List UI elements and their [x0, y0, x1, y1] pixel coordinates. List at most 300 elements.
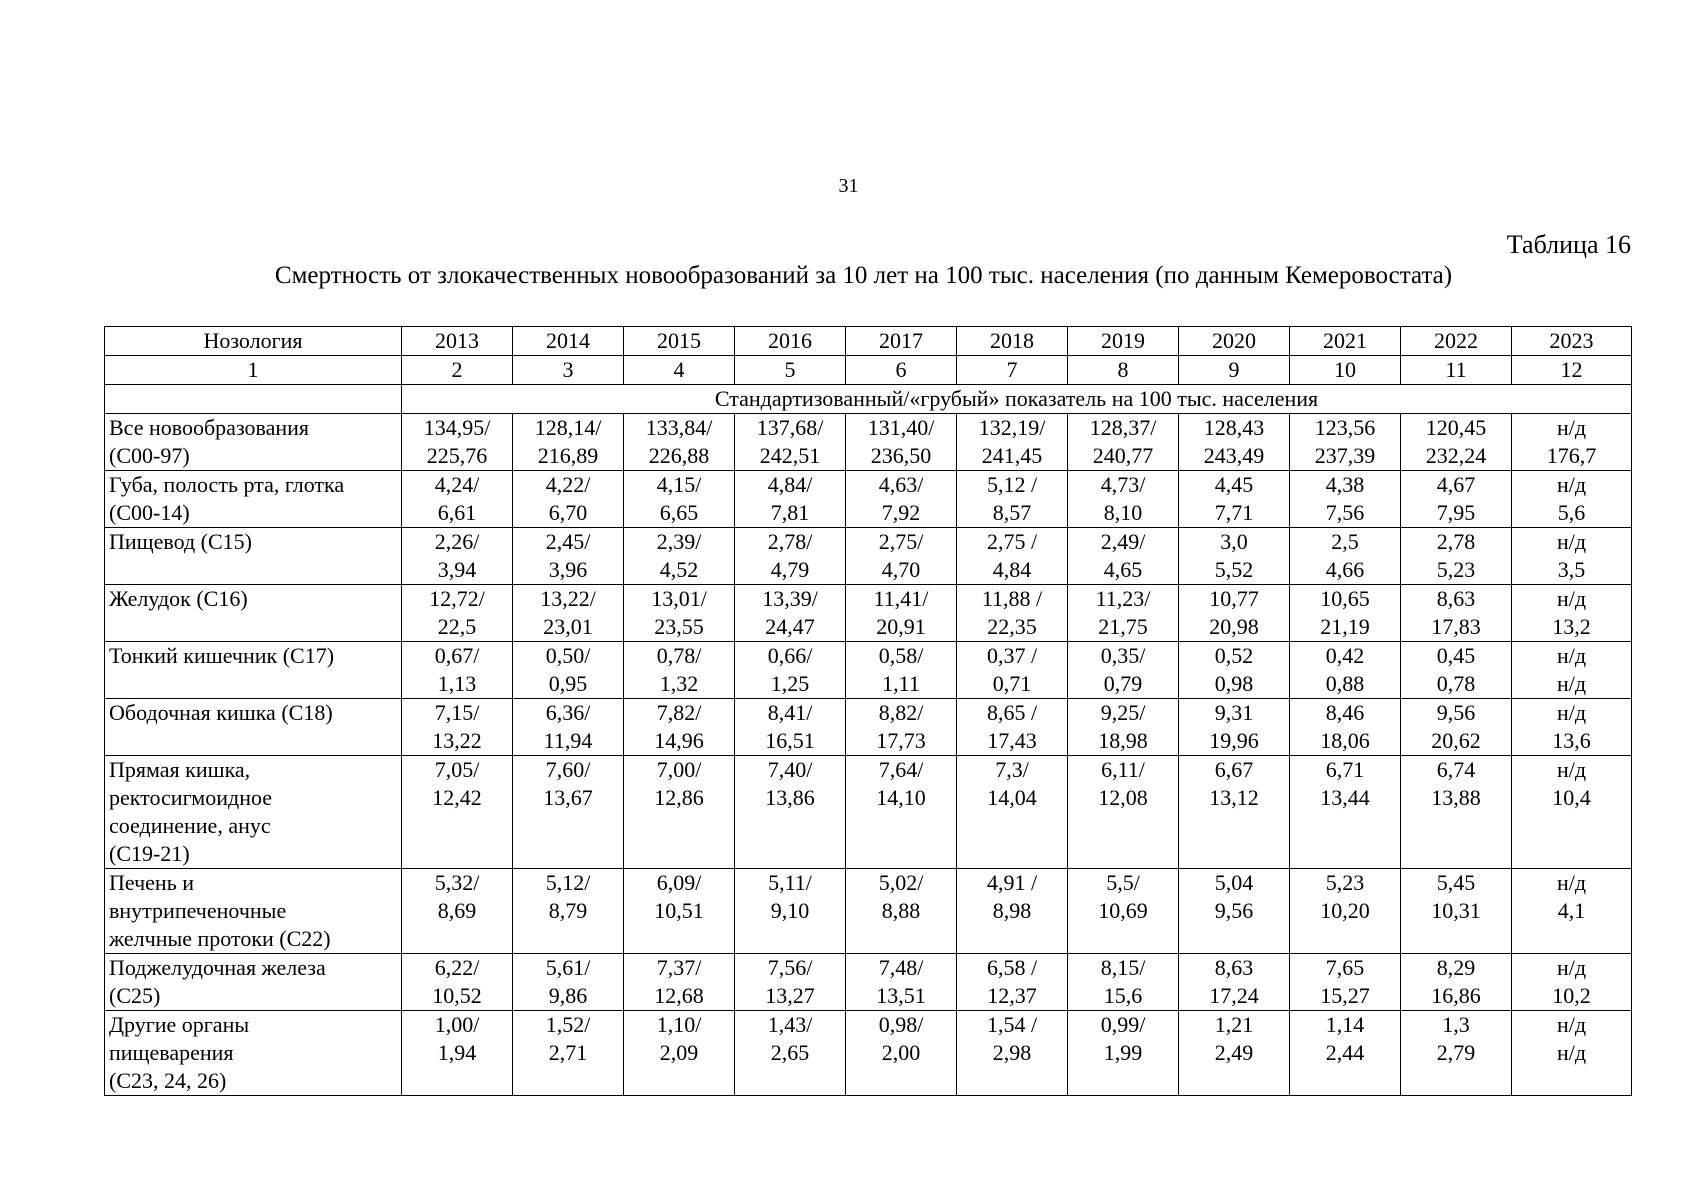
column-number: 6: [846, 356, 957, 385]
crude-value: 4,70: [881, 557, 921, 582]
crude-value: 17,73: [876, 728, 926, 753]
crude-value: 13,86: [765, 785, 815, 810]
crude-value: 10,52: [432, 983, 482, 1008]
value-cell: [1179, 1011, 1290, 1096]
crude-value: 243,49: [1203, 443, 1265, 468]
crude-value: н/д: [1556, 671, 1587, 696]
crude-value: 21,75: [1098, 614, 1148, 639]
standardized-value: н/д: [1556, 415, 1587, 440]
standardized-value: 5,23: [1325, 870, 1365, 895]
standardized-value: 6,71: [1325, 757, 1365, 782]
value-cell: [957, 471, 1068, 528]
standardized-value: 5,32/: [434, 870, 480, 895]
value-cell: [1068, 699, 1179, 756]
nosology-name-line: Тонкий кишечник (С17): [109, 643, 335, 668]
value-cell: [402, 585, 513, 642]
value-cell: [1179, 642, 1290, 699]
value-cell: [513, 642, 624, 699]
standardized-value: 4,84/: [767, 472, 813, 497]
nosology-name-line: Печень и: [109, 870, 195, 895]
crude-value: 16,51: [765, 728, 815, 753]
value-cell: [513, 954, 624, 1011]
standardized-value: 0,67/: [434, 643, 480, 668]
header-year: 2021: [1290, 327, 1401, 356]
standardized-value: 4,91 /: [986, 870, 1038, 895]
standardized-value: 7,05/: [434, 757, 480, 782]
table-row: [105, 699, 1632, 756]
crude-value: 6,70: [548, 500, 588, 525]
standardized-value: 8,63: [1214, 955, 1254, 980]
value-cell: [1068, 869, 1179, 954]
standardized-value: 4,15/: [656, 472, 702, 497]
crude-value: 13,27: [765, 983, 815, 1008]
value-cell: [1068, 528, 1179, 585]
crude-value: 10,69: [1098, 898, 1148, 923]
crude-value: 0,79: [1103, 671, 1143, 696]
value-cell: [1290, 954, 1401, 1011]
table-label: Таблица 16: [1506, 230, 1631, 259]
crude-value: 10,20: [1320, 898, 1370, 923]
crude-value: 20,91: [876, 614, 926, 639]
standardized-value: 7,65: [1325, 955, 1365, 980]
value-cell: [846, 699, 957, 756]
standardized-value: 5,02/: [878, 870, 924, 895]
standardized-value: 2,5: [1331, 529, 1359, 554]
crude-value: 2,98: [992, 1040, 1032, 1065]
standardized-value: 10,77: [1209, 586, 1259, 611]
crude-value: 19,96: [1209, 728, 1259, 753]
table-row: [105, 471, 1632, 528]
value-cell: [1068, 471, 1179, 528]
span-label: Стандартизованный/«грубый» показатель на 100 тыс. населения: [402, 385, 1632, 414]
value-cell: [1068, 1011, 1179, 1096]
column-number: 9: [1179, 356, 1290, 385]
value-cell: [957, 756, 1068, 869]
crude-value: 225,76: [426, 443, 488, 468]
standardized-value: 5,04: [1214, 870, 1254, 895]
header-nosology: Нозология: [105, 327, 402, 356]
value-cell: [624, 528, 735, 585]
standardized-value: 134,95/: [423, 415, 491, 440]
crude-value: н/д: [1556, 1040, 1587, 1065]
value-cell: [1290, 414, 1401, 471]
value-cell: [735, 699, 846, 756]
crude-value: 2,09: [659, 1040, 699, 1065]
standardized-value: 8,65 /: [986, 700, 1038, 725]
nosology-name-line: Другие органы: [109, 1012, 250, 1037]
nosology-name: [105, 528, 402, 585]
standardized-value: 6,11/: [1101, 757, 1145, 782]
standardized-value: 1,10/: [656, 1012, 702, 1037]
table-row: [105, 585, 1632, 642]
value-cell: [1401, 1011, 1512, 1096]
crude-value: 7,71: [1214, 500, 1254, 525]
crude-value: 12,42: [432, 785, 482, 810]
standardized-value: 8,15/: [1100, 955, 1146, 980]
value-cell: [735, 585, 846, 642]
crude-value: 10,31: [1431, 898, 1481, 923]
crude-value: 24,47: [765, 614, 815, 639]
standardized-value: 7,3/: [995, 757, 1029, 782]
crude-value: 1,11: [882, 671, 920, 696]
value-cell: [1290, 699, 1401, 756]
value-cell: [402, 699, 513, 756]
standardized-value: 11,41/: [873, 586, 929, 611]
value-cell: [846, 1011, 957, 1096]
value-cell: [624, 756, 735, 869]
standardized-value: 8,46: [1325, 700, 1365, 725]
crude-value: 5,23: [1436, 557, 1476, 582]
standardized-value: 6,36/: [545, 700, 591, 725]
mortality-table: [104, 326, 1632, 1096]
standardized-value: 0,99/: [1100, 1012, 1146, 1037]
nosology-name-line: Поджелудочная железа: [109, 955, 326, 980]
nosology-name: [105, 642, 402, 699]
standardized-value: н/д: [1556, 529, 1587, 554]
value-cell: [957, 869, 1068, 954]
value-cell: [1401, 869, 1512, 954]
value-cell: [402, 471, 513, 528]
standardized-value: 7,56/: [767, 955, 813, 980]
crude-value: 15,27: [1320, 983, 1370, 1008]
crude-value: 3,5: [1557, 557, 1586, 582]
value-cell: [1179, 471, 1290, 528]
crude-value: 3,96: [548, 557, 588, 582]
crude-value: 22,35: [987, 614, 1037, 639]
standardized-value: 2,26/: [434, 529, 480, 554]
crude-value: 2,44: [1325, 1040, 1365, 1065]
standardized-value: 1,21: [1214, 1012, 1254, 1037]
standardized-value: 128,14/: [534, 415, 602, 440]
column-number: 3: [513, 356, 624, 385]
column-number: 8: [1068, 356, 1179, 385]
crude-value: 7,81: [770, 500, 810, 525]
value-cell: [1068, 954, 1179, 1011]
column-number: 7: [957, 356, 1068, 385]
crude-value: 11,94: [543, 728, 593, 753]
value-cell: [846, 414, 957, 471]
value-cell: [1290, 585, 1401, 642]
standardized-value: 0,45: [1436, 643, 1476, 668]
crude-value: 12,86: [654, 785, 704, 810]
value-cell: [402, 528, 513, 585]
nosology-name-line: Прямая кишка,: [109, 757, 251, 782]
standardized-value: 7,60/: [545, 757, 591, 782]
column-number: 5: [735, 356, 846, 385]
crude-value: 13,44: [1320, 785, 1370, 810]
standardized-value: 5,45: [1436, 870, 1476, 895]
crude-value: 14,04: [987, 785, 1037, 810]
standardized-value: 5,12/: [545, 870, 591, 895]
crude-value: 22,5: [437, 614, 477, 639]
value-cell: [1179, 414, 1290, 471]
value-cell: [1068, 414, 1179, 471]
standardized-value: 8,29: [1436, 955, 1476, 980]
standardized-value: 123,56: [1314, 415, 1376, 440]
value-cell: [1512, 756, 1632, 869]
standardized-value: 1,14: [1325, 1012, 1365, 1037]
value-cell: [1512, 414, 1632, 471]
standardized-value: 4,45: [1214, 472, 1254, 497]
value-cell: [624, 585, 735, 642]
crude-value: 14,10: [876, 785, 926, 810]
column-number: 1: [105, 356, 402, 385]
page-number: 31: [838, 175, 859, 197]
value-cell: [624, 414, 735, 471]
crude-value: 6,65: [659, 500, 699, 525]
crude-value: 8,10: [1103, 500, 1143, 525]
crude-value: 10,2: [1552, 983, 1591, 1008]
standardized-value: 2,78/: [767, 529, 813, 554]
column-number: 4: [624, 356, 735, 385]
table-row: [105, 414, 1632, 471]
standardized-value: 1,3: [1442, 1012, 1470, 1037]
crude-value: 5,52: [1214, 557, 1254, 582]
value-cell: [1179, 699, 1290, 756]
column-number: 2: [402, 356, 513, 385]
value-cell: [846, 471, 957, 528]
nosology-name-line: Все новообразования: [109, 415, 310, 440]
crude-value: 0,95: [548, 671, 588, 696]
standardized-value: 9,56: [1436, 700, 1476, 725]
standardized-value: 11,88 /: [981, 586, 1043, 611]
standardized-value: 4,73/: [1100, 472, 1146, 497]
standardized-value: 8,63: [1436, 586, 1476, 611]
standardized-value: 7,82/: [656, 700, 702, 725]
nosology-name: [105, 414, 402, 471]
crude-value: 13,12: [1209, 785, 1259, 810]
nosology-name-line: (С23, 24, 26): [109, 1068, 227, 1093]
crude-value: 226,88: [648, 443, 710, 468]
standardized-value: 10,65: [1320, 586, 1370, 611]
value-cell: [402, 954, 513, 1011]
nosology-name: [105, 954, 402, 1011]
value-cell: [402, 642, 513, 699]
nosology-name-line: (С00-14): [109, 500, 190, 525]
standardized-value: 128,37/: [1089, 415, 1157, 440]
standardized-value: 6,22/: [434, 955, 480, 980]
standardized-value: 7,40/: [767, 757, 813, 782]
value-cell: [624, 1011, 735, 1096]
nosology-name-line: соединение, анус: [109, 813, 271, 838]
value-cell: [957, 642, 1068, 699]
value-cell: [957, 414, 1068, 471]
table-row: [105, 869, 1632, 954]
value-cell: [513, 414, 624, 471]
standardized-value: 0,37 /: [986, 643, 1038, 668]
header-year: 2013: [402, 327, 513, 356]
nosology-name: [105, 471, 402, 528]
crude-value: 13,51: [876, 983, 926, 1008]
crude-value: 2,65: [770, 1040, 810, 1065]
table-title: Смертность от злокачественных новообразований за 10 лет на 100 тыс. населения (по данным Кемеровостата): [274, 262, 1453, 289]
header-year: 2017: [846, 327, 957, 356]
value-cell: [1512, 642, 1632, 699]
standardized-value: 0,98/: [878, 1012, 924, 1037]
standardized-value: 9,25/: [1100, 700, 1146, 725]
crude-value: 13,6: [1552, 728, 1591, 753]
value-cell: [513, 528, 624, 585]
nosology-name-line: (С19-21): [109, 841, 190, 866]
column-number: 10: [1290, 356, 1401, 385]
crude-value: 7,92: [881, 500, 921, 525]
value-cell: [402, 414, 513, 471]
table-row: [105, 642, 1632, 699]
nosology-name-line: Губа, полость рта, глотка: [109, 472, 345, 497]
standardized-value: 0,66/: [767, 643, 813, 668]
crude-value: 10,51: [654, 898, 704, 923]
nosology-name: [105, 585, 402, 642]
standardized-value: 0,50/: [545, 643, 591, 668]
crude-value: 17,43: [987, 728, 1037, 753]
crude-value: 176,7: [1546, 443, 1597, 468]
crude-value: 9,56: [1214, 898, 1254, 923]
crude-value: 14,96: [654, 728, 704, 753]
standardized-value: 9,31: [1214, 700, 1254, 725]
standardized-value: 12,72/: [429, 586, 485, 611]
standardized-value: 2,75/: [878, 529, 924, 554]
value-cell: [957, 699, 1068, 756]
table-row: [105, 756, 1632, 869]
nosology-name: [105, 699, 402, 756]
value-cell: [957, 528, 1068, 585]
value-cell: [402, 756, 513, 869]
crude-value: 17,83: [1431, 614, 1481, 639]
standardized-value: 4,24/: [434, 472, 480, 497]
crude-value: 13,88: [1431, 785, 1481, 810]
span-empty-cell: [105, 385, 402, 414]
value-cell: [1068, 585, 1179, 642]
standardized-value: 13,01/: [651, 586, 707, 611]
crude-value: 240,77: [1092, 443, 1154, 468]
table-row: [105, 1011, 1632, 1096]
standardized-value: н/д: [1556, 955, 1587, 980]
standardized-value: 132,19/: [978, 415, 1046, 440]
crude-value: 3,94: [437, 557, 477, 582]
crude-value: 20,98: [1209, 614, 1259, 639]
crude-value: 216,89: [537, 443, 599, 468]
crude-value: 1,99: [1103, 1040, 1143, 1065]
value-cell: [1179, 756, 1290, 869]
crude-value: 7,95: [1436, 500, 1476, 525]
standardized-value: 8,41/: [767, 700, 813, 725]
crude-value: 4,52: [659, 557, 699, 582]
value-cell: [735, 528, 846, 585]
nosology-name-line: (С00-97): [109, 443, 190, 468]
value-cell: [624, 869, 735, 954]
standardized-value: 7,64/: [878, 757, 924, 782]
crude-value: 12,37: [987, 983, 1037, 1008]
crude-value: 236,50: [870, 443, 932, 468]
crude-value: 4,1: [1557, 898, 1586, 923]
header-year: 2019: [1068, 327, 1179, 356]
crude-value: 13,22: [432, 728, 482, 753]
value-cell: [513, 869, 624, 954]
header-year: 2023: [1512, 327, 1632, 356]
value-cell: [1068, 642, 1179, 699]
value-cell: [1290, 869, 1401, 954]
standardized-value: н/д: [1556, 1012, 1587, 1037]
standardized-value: 7,48/: [878, 955, 924, 980]
standardized-value: 6,58 /: [986, 955, 1038, 980]
standardized-value: 137,68/: [756, 415, 824, 440]
column-number: 12: [1512, 356, 1632, 385]
crude-value: 2,00: [881, 1040, 921, 1065]
nosology-name: [105, 1011, 402, 1096]
value-cell: [1401, 528, 1512, 585]
value-cell: [1290, 756, 1401, 869]
value-cell: [735, 471, 846, 528]
header-row: [105, 327, 1632, 356]
value-cell: [1290, 471, 1401, 528]
header-year: 2018: [957, 327, 1068, 356]
crude-value: 0,71: [992, 671, 1032, 696]
standardized-value: н/д: [1556, 757, 1587, 782]
crude-value: 12,08: [1098, 785, 1148, 810]
value-cell: [1512, 585, 1632, 642]
crude-value: 1,32: [659, 671, 699, 696]
value-cell: [1401, 414, 1512, 471]
crude-value: 21,19: [1320, 614, 1370, 639]
standardized-value: 5,12 /: [986, 472, 1038, 497]
standardized-value: 5,61/: [545, 955, 591, 980]
crude-value: 18,06: [1320, 728, 1370, 753]
column-number-row: [105, 356, 1632, 385]
crude-value: 16,86: [1431, 983, 1481, 1008]
value-cell: [513, 756, 624, 869]
crude-value: 17,24: [1209, 983, 1259, 1008]
standardized-value: 131,40/: [867, 415, 935, 440]
standardized-value: 0,58/: [878, 643, 924, 668]
standardized-value: 4,22/: [545, 472, 591, 497]
standardized-value: н/д: [1556, 586, 1587, 611]
crude-value: 10,4: [1552, 785, 1591, 810]
value-cell: [513, 699, 624, 756]
crude-value: 18,98: [1098, 728, 1148, 753]
value-cell: [957, 585, 1068, 642]
value-cell: [735, 756, 846, 869]
standardized-value: 4,63/: [878, 472, 924, 497]
crude-value: 0,78: [1436, 671, 1476, 696]
table-row: [105, 528, 1632, 585]
crude-value: 9,86: [548, 983, 588, 1008]
standardized-value: 5,5/: [1106, 870, 1140, 895]
table-row: [105, 954, 1632, 1011]
value-cell: [846, 528, 957, 585]
value-cell: [1290, 528, 1401, 585]
crude-value: 2,49: [1214, 1040, 1254, 1065]
nosology-name: [105, 869, 402, 954]
value-cell: [1401, 699, 1512, 756]
value-cell: [735, 869, 846, 954]
value-cell: [1290, 1011, 1401, 1096]
value-cell: [846, 954, 957, 1011]
crude-value: 4,79: [770, 557, 810, 582]
crude-value: 1,94: [437, 1040, 477, 1065]
value-cell: [1512, 471, 1632, 528]
standardized-value: 0,78/: [656, 643, 702, 668]
column-number: 11: [1401, 356, 1512, 385]
crude-value: 232,24: [1425, 443, 1487, 468]
crude-value: 8,98: [992, 898, 1032, 923]
header-year: 2022: [1401, 327, 1512, 356]
value-cell: [1401, 471, 1512, 528]
standardized-value: 5,11/: [768, 870, 812, 895]
standardized-value: 7,37/: [656, 955, 702, 980]
standardized-value: 120,45: [1425, 415, 1487, 440]
value-cell: [1401, 585, 1512, 642]
standardized-value: 1,54 /: [986, 1012, 1038, 1037]
